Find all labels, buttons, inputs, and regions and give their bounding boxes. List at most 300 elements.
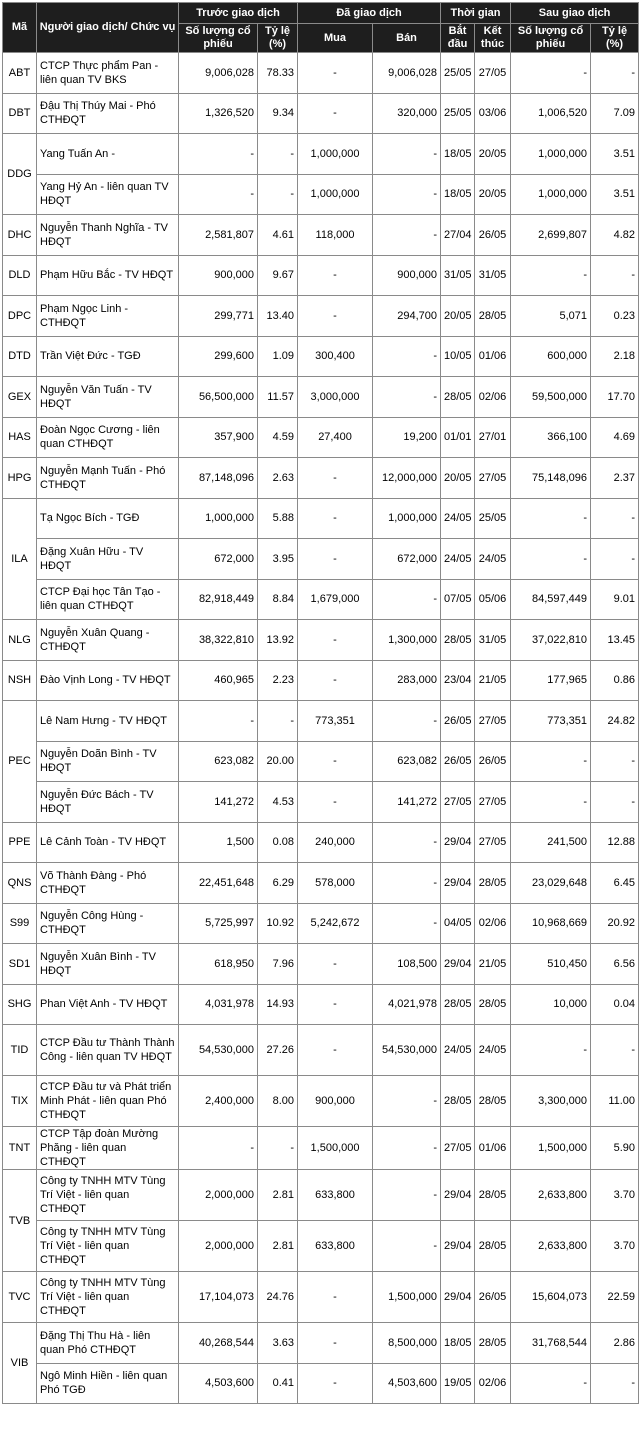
end-date-cell: 31/05: [475, 620, 511, 661]
start-date-cell: 18/05: [441, 134, 475, 175]
person-cell: Nguyễn Thanh Nghĩa - TV HĐQT: [37, 215, 179, 256]
person-cell: Nguyễn Doãn Bình - TV HĐQT: [37, 741, 179, 782]
end-date-cell: 01/06: [475, 1127, 511, 1170]
after-pct-cell: 2.86: [591, 1323, 639, 1364]
sell-cell: 12,000,000: [373, 458, 441, 499]
person-cell: Nguyễn Công Hùng - CTHĐQT: [37, 903, 179, 944]
header-before: Trước giao dịch: [179, 3, 298, 24]
before-qty-cell: 38,322,810: [179, 620, 258, 661]
table-header: [3, 3, 639, 53]
buy-cell: 578,000: [298, 863, 373, 904]
before-qty-cell: 54,530,000: [179, 1025, 258, 1076]
after-qty-cell: -: [511, 255, 591, 296]
person-cell: Trần Việt Đức - TGĐ: [37, 336, 179, 377]
start-date-cell: 19/05: [441, 1363, 475, 1404]
sell-cell: -: [373, 1170, 441, 1221]
after-pct-cell: -: [591, 741, 639, 782]
stock-code-cell: ABT: [3, 53, 37, 94]
buy-cell: 118,000: [298, 215, 373, 256]
after-qty-cell: -: [511, 1363, 591, 1404]
stock-code-cell: TIX: [3, 1076, 37, 1127]
before-pct-cell: -: [258, 701, 298, 742]
end-date-cell: 28/05: [475, 1170, 511, 1221]
before-qty-cell: 460,965: [179, 660, 258, 701]
table-row: [3, 296, 639, 337]
table-row: [3, 782, 639, 823]
before-qty-cell: 2,581,807: [179, 215, 258, 256]
after-qty-cell: 3,300,000: [511, 1076, 591, 1127]
buy-cell: 773,351: [298, 701, 373, 742]
buy-cell: 300,400: [298, 336, 373, 377]
table-row: [3, 903, 639, 944]
after-pct-cell: 12.88: [591, 822, 639, 863]
table-body: [3, 53, 639, 1404]
end-date-cell: 27/05: [475, 53, 511, 94]
table-row: [3, 579, 639, 620]
after-pct-cell: 24.82: [591, 701, 639, 742]
end-date-cell: 21/05: [475, 944, 511, 985]
stock-code-cell: DDG: [3, 134, 37, 215]
end-date-cell: 25/05: [475, 498, 511, 539]
after-qty-cell: 1,000,000: [511, 174, 591, 215]
sell-cell: -: [373, 377, 441, 418]
start-date-cell: 18/05: [441, 1323, 475, 1364]
table-row: [3, 93, 639, 134]
person-cell: CTCP Đại học Tân Tạo - liên quan CTHĐQT: [37, 579, 179, 620]
after-qty-cell: 75,148,096: [511, 458, 591, 499]
sell-cell: -: [373, 903, 441, 944]
stock-code-cell: DPC: [3, 296, 37, 337]
stock-code-cell: TNT: [3, 1127, 37, 1170]
after-qty-cell: 773,351: [511, 701, 591, 742]
after-pct-cell: 3.70: [591, 1221, 639, 1272]
sell-cell: -: [373, 174, 441, 215]
person-cell: Đoàn Ngọc Cương - liên quan CTHĐQT: [37, 417, 179, 458]
after-qty-cell: 10,968,669: [511, 903, 591, 944]
end-date-cell: 26/05: [475, 215, 511, 256]
before-qty-cell: -: [179, 134, 258, 175]
sell-cell: 283,000: [373, 660, 441, 701]
before-pct-cell: 3.63: [258, 1323, 298, 1364]
before-pct-cell: 13.92: [258, 620, 298, 661]
sell-cell: 4,021,978: [373, 984, 441, 1025]
table-row: [3, 1127, 639, 1170]
before-qty-cell: -: [179, 701, 258, 742]
before-qty-cell: 82,918,449: [179, 579, 258, 620]
after-pct-cell: 5.90: [591, 1127, 639, 1170]
buy-cell: -: [298, 458, 373, 499]
after-pct-cell: -: [591, 1363, 639, 1404]
sell-cell: -: [373, 1221, 441, 1272]
stock-code-cell: HAS: [3, 417, 37, 458]
person-cell: Yang Hỷ An - liên quan TV HĐQT: [37, 174, 179, 215]
after-pct-cell: -: [591, 498, 639, 539]
start-date-cell: 25/05: [441, 93, 475, 134]
before-qty-cell: 56,500,000: [179, 377, 258, 418]
start-date-cell: 01/01: [441, 417, 475, 458]
after-pct-cell: -: [591, 1025, 639, 1076]
start-date-cell: 07/05: [441, 579, 475, 620]
start-date-cell: 26/05: [441, 701, 475, 742]
after-qty-cell: -: [511, 498, 591, 539]
sell-cell: 1,000,000: [373, 498, 441, 539]
after-qty-cell: -: [511, 53, 591, 94]
before-pct-cell: -: [258, 134, 298, 175]
table-row: [3, 1221, 639, 1272]
header-buy: Mua: [298, 24, 373, 53]
sell-cell: 672,000: [373, 539, 441, 580]
before-qty-cell: 900,000: [179, 255, 258, 296]
after-pct-cell: 7.09: [591, 93, 639, 134]
buy-cell: 27,400: [298, 417, 373, 458]
after-pct-cell: 3.51: [591, 134, 639, 175]
table-row: [3, 255, 639, 296]
buy-cell: -: [298, 93, 373, 134]
before-pct-cell: 4.61: [258, 215, 298, 256]
before-pct-cell: 4.59: [258, 417, 298, 458]
before-pct-cell: 0.41: [258, 1363, 298, 1404]
before-pct-cell: 8.84: [258, 579, 298, 620]
before-qty-cell: -: [179, 1127, 258, 1170]
table-row: [3, 863, 639, 904]
after-pct-cell: -: [591, 255, 639, 296]
start-date-cell: 29/04: [441, 863, 475, 904]
person-cell: Lê Cảnh Toàn - TV HĐQT: [37, 822, 179, 863]
stock-code-cell: HPG: [3, 458, 37, 499]
start-date-cell: 20/05: [441, 296, 475, 337]
buy-cell: -: [298, 944, 373, 985]
before-pct-cell: 20.00: [258, 741, 298, 782]
header-traded: Đã giao dịch: [298, 3, 441, 24]
before-qty-cell: 17,104,073: [179, 1272, 258, 1323]
before-pct-cell: 9.67: [258, 255, 298, 296]
start-date-cell: 27/05: [441, 782, 475, 823]
sell-cell: 1,300,000: [373, 620, 441, 661]
start-date-cell: 28/05: [441, 984, 475, 1025]
after-pct-cell: 0.04: [591, 984, 639, 1025]
stock-code-cell: S99: [3, 903, 37, 944]
start-date-cell: 25/05: [441, 53, 475, 94]
before-pct-cell: 8.00: [258, 1076, 298, 1127]
start-date-cell: 29/04: [441, 944, 475, 985]
start-date-cell: 27/04: [441, 215, 475, 256]
end-date-cell: 28/05: [475, 984, 511, 1025]
before-pct-cell: 0.08: [258, 822, 298, 863]
table-row: [3, 620, 639, 661]
start-date-cell: 24/05: [441, 539, 475, 580]
end-date-cell: 27/05: [475, 782, 511, 823]
after-pct-cell: 3.70: [591, 1170, 639, 1221]
buy-cell: 633,800: [298, 1221, 373, 1272]
before-qty-cell: 623,082: [179, 741, 258, 782]
after-qty-cell: 366,100: [511, 417, 591, 458]
stock-code-cell: SD1: [3, 944, 37, 985]
stock-code-cell: DLD: [3, 255, 37, 296]
table-row: [3, 1170, 639, 1221]
end-date-cell: 24/05: [475, 1025, 511, 1076]
before-pct-cell: 2.23: [258, 660, 298, 701]
after-qty-cell: -: [511, 741, 591, 782]
stock-code-cell: TVC: [3, 1272, 37, 1323]
before-qty-cell: 299,600: [179, 336, 258, 377]
after-qty-cell: 37,022,810: [511, 620, 591, 661]
after-qty-cell: 2,633,800: [511, 1170, 591, 1221]
end-date-cell: 20/05: [475, 174, 511, 215]
person-cell: Nguyễn Xuân Quang - CTHĐQT: [37, 620, 179, 661]
end-date-cell: 21/05: [475, 660, 511, 701]
table-row: [3, 377, 639, 418]
before-pct-cell: 2.63: [258, 458, 298, 499]
buy-cell: -: [298, 1363, 373, 1404]
before-qty-cell: 22,451,648: [179, 863, 258, 904]
sell-cell: 623,082: [373, 741, 441, 782]
after-qty-cell: 2,633,800: [511, 1221, 591, 1272]
person-cell: Phạm Hữu Bắc - TV HĐQT: [37, 255, 179, 296]
start-date-cell: 24/05: [441, 498, 475, 539]
sell-cell: -: [373, 863, 441, 904]
after-qty-cell: 600,000: [511, 336, 591, 377]
sell-cell: 294,700: [373, 296, 441, 337]
after-pct-cell: 4.69: [591, 417, 639, 458]
after-qty-cell: 1,006,520: [511, 93, 591, 134]
sell-cell: 4,503,600: [373, 1363, 441, 1404]
end-date-cell: 26/05: [475, 741, 511, 782]
before-pct-cell: -: [258, 1127, 298, 1170]
after-qty-cell: 2,699,807: [511, 215, 591, 256]
sell-cell: 19,200: [373, 417, 441, 458]
sell-cell: -: [373, 336, 441, 377]
table-row: [3, 1076, 639, 1127]
start-date-cell: 10/05: [441, 336, 475, 377]
sell-cell: -: [373, 579, 441, 620]
stock-code-cell: ILA: [3, 498, 37, 620]
table-row: [3, 1363, 639, 1404]
before-pct-cell: 27.26: [258, 1025, 298, 1076]
before-pct-cell: 7.96: [258, 944, 298, 985]
start-date-cell: 26/05: [441, 741, 475, 782]
start-date-cell: 31/05: [441, 255, 475, 296]
buy-cell: 1,000,000: [298, 134, 373, 175]
header-start: Bắt đầu: [441, 24, 475, 53]
insider-trading-table: [2, 2, 639, 1404]
buy-cell: -: [298, 741, 373, 782]
after-pct-cell: 4.82: [591, 215, 639, 256]
start-date-cell: 28/05: [441, 1076, 475, 1127]
before-qty-cell: 141,272: [179, 782, 258, 823]
start-date-cell: 18/05: [441, 174, 475, 215]
buy-cell: -: [298, 1025, 373, 1076]
header-after-pct: Tỷ lệ (%): [591, 24, 639, 53]
person-cell: Công ty TNHH MTV Tùng Trí Việt - liên quan CTHĐQT: [37, 1170, 179, 1221]
end-date-cell: 28/05: [475, 296, 511, 337]
start-date-cell: 29/04: [441, 1170, 475, 1221]
table-row: [3, 660, 639, 701]
after-qty-cell: 510,450: [511, 944, 591, 985]
table-row: [3, 1272, 639, 1323]
start-date-cell: 29/04: [441, 1272, 475, 1323]
sell-cell: -: [373, 215, 441, 256]
stock-code-cell: DTD: [3, 336, 37, 377]
person-cell: Nguyễn Mạnh Tuấn - Phó CTHĐQT: [37, 458, 179, 499]
start-date-cell: 24/05: [441, 1025, 475, 1076]
stock-code-cell: TVB: [3, 1170, 37, 1272]
before-qty-cell: 2,000,000: [179, 1170, 258, 1221]
end-date-cell: 02/06: [475, 377, 511, 418]
before-pct-cell: 24.76: [258, 1272, 298, 1323]
before-qty-cell: 357,900: [179, 417, 258, 458]
before-pct-cell: 5.88: [258, 498, 298, 539]
buy-cell: -: [298, 1272, 373, 1323]
before-pct-cell: 6.29: [258, 863, 298, 904]
buy-cell: 633,800: [298, 1170, 373, 1221]
after-pct-cell: 2.18: [591, 336, 639, 377]
stock-code-cell: TID: [3, 1025, 37, 1076]
table-row: [3, 741, 639, 782]
after-qty-cell: -: [511, 1025, 591, 1076]
table-row: [3, 174, 639, 215]
buy-cell: -: [298, 296, 373, 337]
person-cell: Ngô Minh Hiền - liên quan Phó TGĐ: [37, 1363, 179, 1404]
buy-cell: 240,000: [298, 822, 373, 863]
start-date-cell: 27/05: [441, 1127, 475, 1170]
person-cell: Nguyễn Xuân Bình - TV HĐQT: [37, 944, 179, 985]
after-qty-cell: 15,604,073: [511, 1272, 591, 1323]
table-row: [3, 458, 639, 499]
stock-code-cell: NLG: [3, 620, 37, 661]
after-pct-cell: 0.23: [591, 296, 639, 337]
buy-cell: -: [298, 1323, 373, 1364]
table-row: [3, 215, 639, 256]
before-pct-cell: 14.93: [258, 984, 298, 1025]
after-qty-cell: 84,597,449: [511, 579, 591, 620]
before-pct-cell: 2.81: [258, 1170, 298, 1221]
end-date-cell: 01/06: [475, 336, 511, 377]
before-pct-cell: 4.53: [258, 782, 298, 823]
table-row: [3, 417, 639, 458]
end-date-cell: 28/05: [475, 1221, 511, 1272]
buy-cell: -: [298, 539, 373, 580]
before-pct-cell: 10.92: [258, 903, 298, 944]
buy-cell: 3,000,000: [298, 377, 373, 418]
table-row: [3, 1323, 639, 1364]
end-date-cell: 02/06: [475, 1363, 511, 1404]
before-qty-cell: -: [179, 174, 258, 215]
start-date-cell: 04/05: [441, 903, 475, 944]
table-row: [3, 53, 639, 94]
header-before-pct: Tỷ lệ (%): [258, 24, 298, 53]
before-qty-cell: 672,000: [179, 539, 258, 580]
before-pct-cell: 3.95: [258, 539, 298, 580]
before-pct-cell: 11.57: [258, 377, 298, 418]
sell-cell: 8,500,000: [373, 1323, 441, 1364]
stock-code-cell: NSH: [3, 660, 37, 701]
end-date-cell: 28/05: [475, 1323, 511, 1364]
stock-code-cell: VIB: [3, 1323, 37, 1404]
header-before-qty: Số lượng cổ phiếu: [179, 24, 258, 53]
before-pct-cell: 2.81: [258, 1221, 298, 1272]
end-date-cell: 27/05: [475, 822, 511, 863]
after-qty-cell: 23,029,648: [511, 863, 591, 904]
sell-cell: -: [373, 1076, 441, 1127]
table-row: [3, 1025, 639, 1076]
header-after-qty: Số lượng cổ phiếu: [511, 24, 591, 53]
before-pct-cell: 9.34: [258, 93, 298, 134]
header-time: Thời gian: [441, 3, 511, 24]
person-cell: Phạm Ngọc Linh - CTHĐQT: [37, 296, 179, 337]
start-date-cell: 29/04: [441, 1221, 475, 1272]
end-date-cell: 05/06: [475, 579, 511, 620]
end-date-cell: 20/05: [475, 134, 511, 175]
after-qty-cell: 5,071: [511, 296, 591, 337]
end-date-cell: 31/05: [475, 255, 511, 296]
before-qty-cell: 9,006,028: [179, 53, 258, 94]
before-qty-cell: 5,725,997: [179, 903, 258, 944]
person-cell: Đặng Xuân Hữu - TV HĐQT: [37, 539, 179, 580]
buy-cell: -: [298, 498, 373, 539]
after-pct-cell: -: [591, 53, 639, 94]
table-row: [3, 336, 639, 377]
end-date-cell: 03/06: [475, 93, 511, 134]
end-date-cell: 02/06: [475, 903, 511, 944]
before-qty-cell: 1,500: [179, 822, 258, 863]
end-date-cell: 28/05: [475, 1076, 511, 1127]
table-row: [3, 822, 639, 863]
after-qty-cell: 177,965: [511, 660, 591, 701]
before-pct-cell: 78.33: [258, 53, 298, 94]
before-qty-cell: 1,000,000: [179, 498, 258, 539]
end-date-cell: 27/05: [475, 701, 511, 742]
after-pct-cell: 6.56: [591, 944, 639, 985]
person-cell: CTCP Đầu tư Thành Thành Công - liên quan TV HĐQT: [37, 1025, 179, 1076]
header-code: Mã: [3, 3, 37, 53]
sell-cell: 9,006,028: [373, 53, 441, 94]
header-person: Người giao dịch/ Chức vụ: [37, 3, 179, 53]
after-pct-cell: 22.59: [591, 1272, 639, 1323]
person-cell: Phan Việt Anh - TV HĐQT: [37, 984, 179, 1025]
buy-cell: -: [298, 984, 373, 1025]
start-date-cell: 28/05: [441, 620, 475, 661]
after-pct-cell: 11.00: [591, 1076, 639, 1127]
end-date-cell: 28/05: [475, 863, 511, 904]
person-cell: CTCP Thực phẩm Pan - liên quan TV BKS: [37, 53, 179, 94]
table-row: [3, 134, 639, 175]
table-row: [3, 539, 639, 580]
after-pct-cell: 6.45: [591, 863, 639, 904]
before-qty-cell: 299,771: [179, 296, 258, 337]
after-pct-cell: 0.86: [591, 660, 639, 701]
header-sell: Bán: [373, 24, 441, 53]
sell-cell: -: [373, 822, 441, 863]
before-pct-cell: 1.09: [258, 336, 298, 377]
sell-cell: 1,500,000: [373, 1272, 441, 1323]
header-after: Sau giao dịch: [511, 3, 639, 24]
after-qty-cell: 241,500: [511, 822, 591, 863]
person-cell: Nguyễn Văn Tuấn - TV HĐQT: [37, 377, 179, 418]
end-date-cell: 27/05: [475, 458, 511, 499]
sell-cell: -: [373, 701, 441, 742]
buy-cell: 5,242,672: [298, 903, 373, 944]
after-qty-cell: -: [511, 782, 591, 823]
buy-cell: -: [298, 782, 373, 823]
person-cell: Đậu Thị Thúy Mai - Phó CTHĐQT: [37, 93, 179, 134]
sell-cell: 108,500: [373, 944, 441, 985]
buy-cell: 1,000,000: [298, 174, 373, 215]
start-date-cell: 23/04: [441, 660, 475, 701]
after-pct-cell: 20.92: [591, 903, 639, 944]
table-row: [3, 984, 639, 1025]
table-row: [3, 944, 639, 985]
after-pct-cell: -: [591, 539, 639, 580]
